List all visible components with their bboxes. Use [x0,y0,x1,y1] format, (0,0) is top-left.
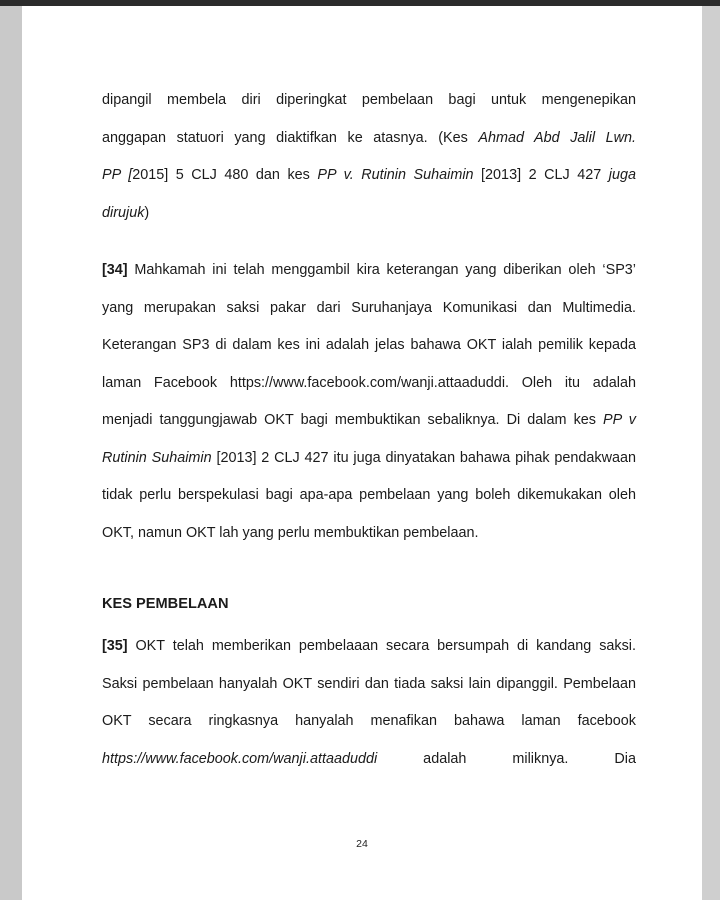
line [102,82,636,120]
paragraph-text: adalah miliknya. Dia [377,750,636,767]
text: 2015] 5 CLJ 480 dan kes [132,167,318,183]
paragraph-34 [102,252,636,552]
text: dipangil membela diri diperingkat pembelaan bagi untuk mengenepikan [102,92,636,108]
section-heading: KES PEMBELAAN [102,596,229,612]
page-content [102,82,636,778]
paragraph-35 [102,628,636,778]
case-citation: Ahmad Abd Jalil Lwn. [478,129,636,146]
document-page [22,6,702,900]
paragraph-number: [35] [102,638,128,654]
case-citation: PP [ [102,167,133,183]
italic-text: dirujuk [102,204,145,221]
paragraph-33-continuation [102,82,636,232]
line [102,195,636,233]
paragraph-number: [34] [102,262,128,278]
text: ) [144,204,150,221]
paragraph-text: OKT telah memberikan pembelaaan secara bersumpah di kandang saksi. Saksi pembelaan hanyalah OKT sendiri dan tiada saksi lain dipanggil. Pembelaan OKT secara ringkasnya hanyalah menafikan bahawa laman facebook [102,638,636,729]
text: [2013] 2 CLJ 427 [473,167,609,183]
case-citation: PP v. Rutinin Suhaimin [317,167,474,183]
text: anggapan statuori yang diaktifkan ke atasnya. (Kes [102,129,479,146]
paragraph-text: Mahkamah ini telah menggambil kira keterangan yang diberikan oleh ‘SP3’ yang merupakan saksi pakar dari Suruhanjaya Komunikasi dan Multimedia. Keterangan SP3 di dalam kes ini adalah jelas bahawa OKT ialah pemilik kepada laman Facebook https://www.facebook.com/wanji.attaaduddi. Oleh itu adalah menjadi tanggungjawab OKT bagi membuktikan sebaliknya. Di dalam kes [102,262,636,428]
viewer-right-margin [702,6,720,900]
facebook-url: https://www.facebook.com/wanji.attaaduddi [102,750,378,767]
paragraph-text: [2013] 2 CLJ 427 itu juga dinyatakan bahawa pihak pendakwaan tidak perlu berspekulasi bagi apa-apa pembelaan yang boleh dikemukakan oleh OKT, namun OKT lah yang perlu membuktikan pembelaan. [102,449,636,541]
italic-text: juga [608,167,636,183]
line [102,157,636,195]
page-number: 24 [356,838,368,850]
case-citation: PP v Rutinin Suhaimin [102,412,636,466]
line [102,120,636,158]
viewer-left-margin [0,6,22,900]
